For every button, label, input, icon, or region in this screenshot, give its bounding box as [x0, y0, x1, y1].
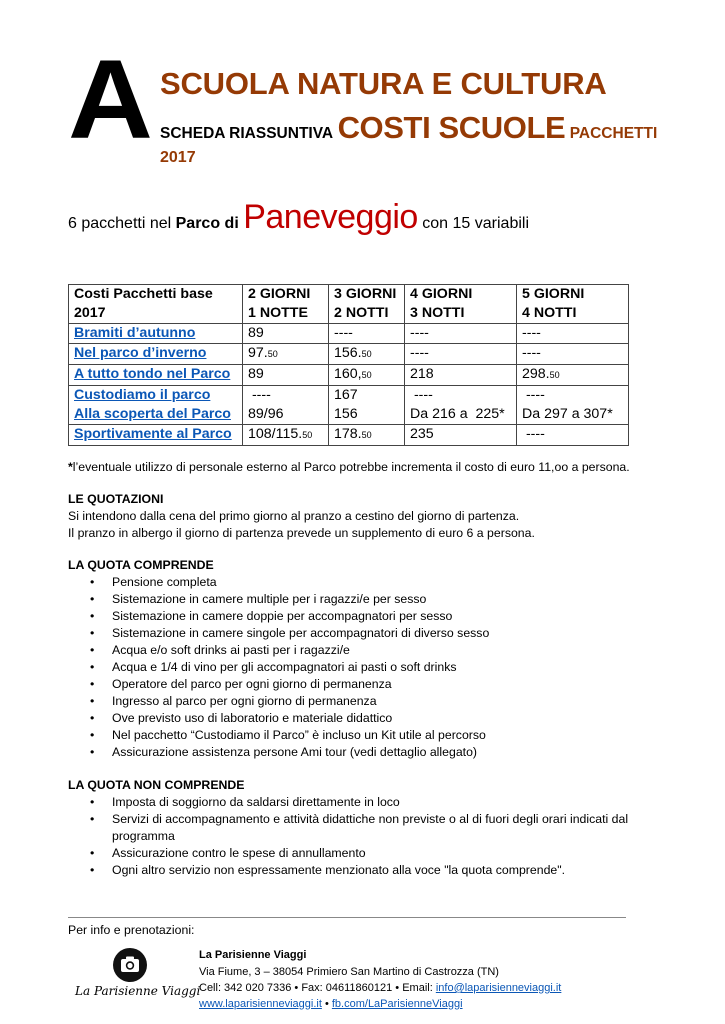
package-link[interactable]: A tutto tondo nel Parco: [74, 366, 231, 382]
non-comprende-list: [90, 794, 642, 879]
list-item-text: Ogni altro servizio non espressamente menzionato alla voce "la quota comprende".: [112, 863, 566, 877]
company-web: [199, 998, 463, 1010]
price-cell: [517, 425, 629, 446]
price-value: ----: [410, 325, 429, 341]
price-cell: [517, 386, 629, 406]
price-cell: [405, 425, 517, 446]
list-item-text: Assicurazione contro le spese di annullamento: [112, 846, 366, 860]
list-item-text: Imposta di soggiorno da saldarsi direttamente in loco: [112, 795, 400, 809]
facebook-link[interactable]: fb.com/LaParisienneViaggi: [331, 998, 463, 1010]
table-header-cell: [517, 285, 629, 324]
list-item: [90, 811, 642, 845]
footer-divider: [68, 917, 626, 918]
header-line: 3 GIORNI: [334, 286, 397, 302]
package-cell: [69, 344, 243, 365]
price-value: Da 297 a 307*: [522, 406, 613, 422]
package-link[interactable]: Nel parco d’inverno: [74, 345, 207, 361]
price-cell: [329, 365, 405, 386]
price-cents: 50: [361, 430, 372, 440]
package-link[interactable]: Bramiti d’autunno: [74, 325, 196, 341]
header-line: 3 NOTTI: [410, 305, 465, 321]
bullet-icon: •: [90, 575, 95, 589]
intro-pre: 6 pacchetti nel: [68, 215, 176, 232]
price-cell: [243, 425, 329, 446]
list-item: [90, 794, 642, 811]
bullet-icon: •: [90, 812, 95, 826]
web-sep: •: [321, 998, 332, 1010]
bullet-icon: •: [90, 745, 95, 759]
list-item: [90, 676, 489, 693]
list-item: [90, 845, 642, 862]
note-text: l’eventuale utilizzo di personale esterno al Parco potrebbe incrementa il costo di euro 11,oo a persona.: [72, 460, 630, 474]
price-value: Da 216 a 225*: [410, 406, 505, 422]
price-cell: [517, 344, 629, 365]
subtitle-prefix: SCHEDA RIASSUNTIVA: [160, 125, 334, 142]
contacts-text: Cell: 342 020 7336 • Fax: 04611860121 • Email:: [199, 982, 436, 994]
list-item: [90, 659, 489, 676]
bullet-icon: •: [90, 592, 95, 606]
package-cell: [69, 405, 243, 425]
package-cell: [69, 386, 243, 406]
price-value: 298.: [522, 366, 550, 382]
header-line: 4 GIORNI: [410, 286, 473, 302]
price-value: 108/115.: [248, 426, 303, 442]
price-cell: [329, 324, 405, 344]
intro-place: Paneveggio: [243, 198, 418, 236]
price-value: 156.: [334, 345, 362, 361]
logo-letter: A: [67, 37, 153, 162]
price-cell: [243, 324, 329, 344]
price-value: ----: [522, 426, 545, 442]
bullet-icon: •: [90, 677, 95, 691]
list-item: [90, 710, 489, 727]
package-link[interactable]: Sportivamente al Parco: [74, 426, 232, 442]
list-item-text: Sistemazione in camere singole per accompagnatori di diverso sesso: [112, 626, 490, 640]
company-name: La Parisienne Viaggi: [199, 949, 307, 961]
intro-parco: Parco di: [175, 215, 239, 232]
note: [68, 459, 630, 476]
header-line: 2 GIORNI: [248, 286, 311, 302]
price-cents: 50: [267, 349, 278, 359]
price-cell: [405, 386, 517, 406]
bullet-icon: •: [90, 626, 95, 640]
quotazioni-line: Il pranzo in albergo il giorno di partenza prevede un supplemento di euro 6 a persona.: [68, 526, 535, 540]
brand-logo-text: La Parisienne Viaggi: [75, 984, 201, 998]
price-cell: [329, 386, 405, 406]
header-line: 2017: [74, 305, 106, 321]
list-item-text: Nel pacchetto “Custodiamo il Parco” è incluso un Kit utile al percorso: [112, 728, 486, 742]
price-value: 167: [334, 387, 358, 403]
price-value: ----: [522, 387, 545, 403]
list-item-text: Acqua e/o soft drinks ai pasti per i ragazzi/e: [112, 643, 350, 657]
subtitle: [160, 110, 657, 146]
table-row: [69, 324, 629, 344]
list-item-text: Assicurazione assistenza persone Ami tour (vedi dettaglio allegato): [112, 745, 478, 759]
list-item-text: Ingresso al parco per ogni giorno di permanenza: [112, 694, 377, 708]
list-item: [90, 625, 490, 642]
list-item: [90, 642, 489, 659]
price-value: 89/96: [248, 406, 284, 422]
bullet-icon: •: [90, 609, 95, 623]
header-line: 1 NOTTE: [248, 305, 308, 321]
quotazioni-line: Si intendono dalla cena del primo giorno al pranzo a cestino del giorno di partenza.: [68, 509, 520, 523]
header-line: Costi Pacchetti base: [74, 286, 213, 302]
list-item-text: Ove previsto uso di laboratorio e materiale didattico: [112, 711, 393, 725]
list-item-text: Acqua e 1/4 di vino per gli accompagnatori ai pasti o soft drinks: [112, 660, 457, 674]
bullet-icon: •: [90, 660, 95, 674]
email-link[interactable]: info@laparisienneviaggi.it: [435, 982, 562, 994]
bullet-icon: •: [90, 694, 95, 708]
price-cell: [243, 365, 329, 386]
list-item-text: Operatore del parco per ogni giorno di permanenza: [112, 677, 392, 691]
price-cents: 50: [549, 370, 560, 380]
price-cell: [329, 425, 405, 446]
price-cents: 50: [302, 430, 313, 440]
header-line: 2 NOTTI: [334, 305, 389, 321]
list-item-text: Servizi di accompagnamento e attività didattiche non previste o al di fuori degli orari indicati dal programma: [112, 812, 629, 843]
table-row: [69, 365, 629, 386]
quotazioni-heading: LE QUOTAZIONI: [68, 492, 164, 506]
package-cell: [69, 425, 243, 446]
company-address: Via Fiume, 3 – 38054 Primiero San Martino di Castrozza (TN): [199, 966, 499, 978]
package-link[interactable]: Custodiamo il parco: [74, 387, 211, 403]
footer-info: Per info e prenotazioni:: [68, 923, 195, 937]
note-star: *: [68, 460, 73, 474]
price-cents: 50: [361, 370, 372, 380]
bullet-icon: •: [90, 728, 95, 742]
table-row: [69, 405, 629, 425]
price-value: ----: [248, 387, 271, 403]
price-cell: [405, 324, 517, 344]
list-item: [90, 744, 489, 761]
table-row: [69, 386, 629, 406]
price-value: ----: [410, 387, 433, 403]
table-header-cell: [405, 285, 517, 324]
company-contacts: [199, 982, 561, 994]
price-value: 218: [410, 366, 434, 382]
bullet-icon: •: [90, 711, 95, 725]
price-value: 160,: [334, 366, 362, 382]
price-cell: [405, 365, 517, 386]
comprende-list: [90, 574, 490, 761]
list-item-text: Sistemazione in camere doppie per accompagnatori per sesso: [112, 609, 453, 623]
non-comprende-heading: LA QUOTA NON COMPRENDE: [68, 778, 245, 792]
website-link[interactable]: www.laparisienneviaggi.it: [199, 998, 322, 1010]
list-item-text: Sistemazione in camere multiple per i ragazzi/e per sesso: [112, 592, 427, 606]
price-value: 97.: [248, 345, 268, 361]
intro-line: [68, 198, 529, 237]
price-cell: [243, 405, 329, 425]
bullet-icon: •: [90, 643, 95, 657]
bullet-icon: •: [90, 863, 95, 877]
list-item: [90, 862, 642, 879]
price-cell: [517, 365, 629, 386]
costs-table: [68, 284, 629, 446]
year: 2017: [160, 149, 196, 166]
bullet-icon: •: [90, 846, 95, 860]
camera-icon: [113, 948, 147, 982]
header-line: 5 GIORNI: [522, 286, 585, 302]
price-value: 235: [410, 426, 434, 442]
list-item: [90, 574, 489, 591]
bullet-icon: •: [90, 795, 95, 809]
price-cell: [517, 405, 629, 425]
package-link[interactable]: Alla scoperta del Parco: [74, 406, 231, 422]
price-cell: [243, 344, 329, 365]
intro-post: con 15 variabili: [422, 215, 530, 232]
package-cell: [69, 324, 243, 344]
list-item: [90, 608, 489, 625]
price-cell: [329, 405, 405, 425]
price-cell: [405, 405, 517, 425]
table-header-cell: [243, 285, 329, 324]
price-value: ----: [410, 345, 429, 361]
table-header-cell: [329, 285, 405, 324]
package-cell: [69, 365, 243, 386]
subtitle-suffix: PACCHETTI: [569, 125, 658, 142]
price-value: 156: [334, 406, 358, 422]
price-value: 89: [248, 325, 264, 341]
price-value: ----: [522, 345, 541, 361]
price-value: ----: [334, 325, 353, 341]
price-cell: [405, 344, 517, 365]
price-value: 89: [248, 366, 264, 382]
list-item: [90, 727, 489, 744]
table-header-cell: [69, 285, 243, 324]
table-row: [69, 425, 629, 446]
price-cell: [243, 386, 329, 406]
header-line: 4 NOTTI: [522, 305, 577, 321]
price-value: ----: [522, 325, 541, 341]
page-title: SCUOLA NATURA E CULTURA: [160, 66, 607, 101]
comprende-heading: LA QUOTA COMPRENDE: [68, 558, 214, 572]
subtitle-main: COSTI SCUOLE: [337, 110, 566, 145]
price-value: 178.: [334, 426, 362, 442]
table-header-row: [69, 285, 629, 324]
price-cell: [329, 344, 405, 365]
price-cents: 50: [361, 349, 372, 359]
list-item-text: Pensione completa: [112, 575, 217, 589]
list-item: [90, 591, 489, 608]
list-item: [90, 693, 489, 710]
price-cell: [517, 324, 629, 344]
table-row: [69, 344, 629, 365]
